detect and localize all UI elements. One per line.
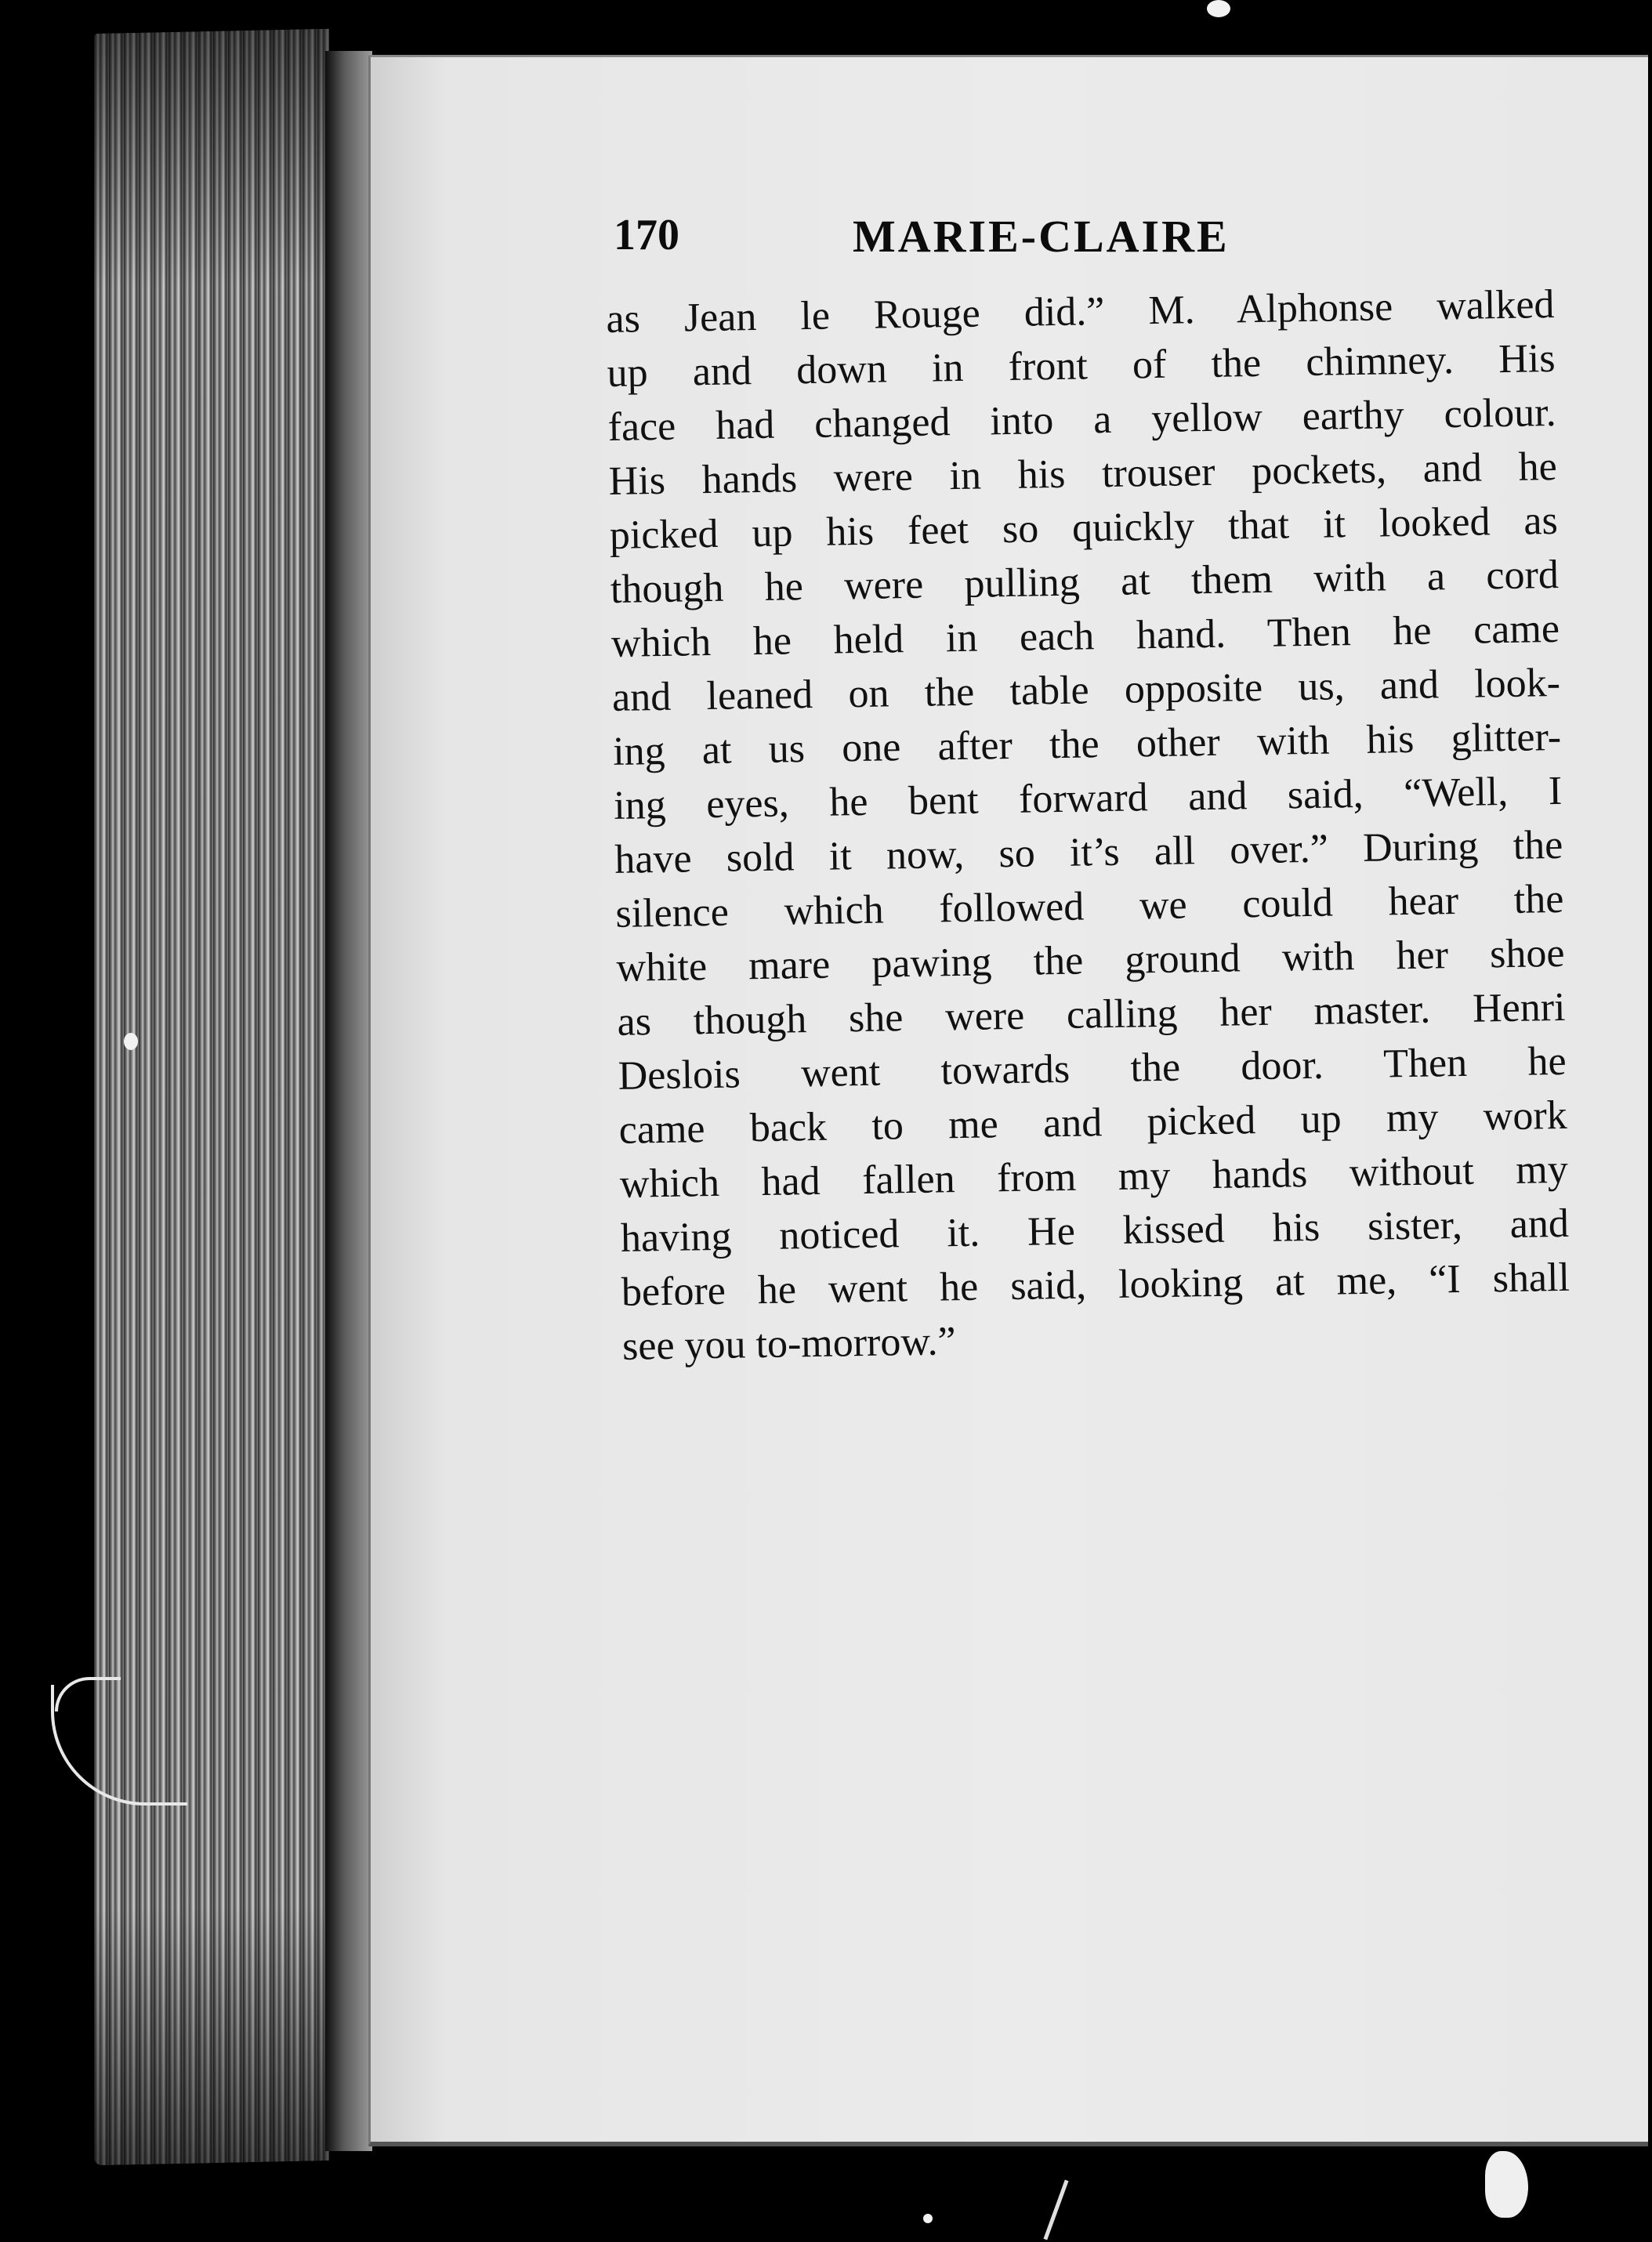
- text-line: white mare pawing the ground with her shoe: [616, 930, 1565, 991]
- scan-speck: [923, 2214, 933, 2223]
- page-gutter-shadow: [325, 51, 372, 2151]
- text-line: though he were pulling at them with a cord: [610, 552, 1560, 612]
- text-line: which he held in each hand. Then he came: [610, 606, 1560, 666]
- text-line: which had fallen from my hands without my: [619, 1146, 1569, 1207]
- text-line: His hands were in his trouser pockets, and he: [608, 444, 1558, 504]
- text-line: before he went he said, looking at me, “I shall: [621, 1255, 1570, 1315]
- scan-artifact-curl: [51, 1685, 187, 1806]
- text-line: have sold it now, so it’s all over.” During the: [614, 822, 1563, 882]
- text-line: silence which followed we could hear the: [615, 876, 1564, 936]
- scan-artifact-blob: [1485, 2151, 1528, 2218]
- text-line: Deslois went towards the door. Then he: [618, 1038, 1567, 1099]
- text-line: see you to-morrow.”: [621, 1319, 957, 1369]
- running-title: MARIE-CLAIRE: [853, 211, 1230, 262]
- book-page: [368, 55, 1648, 2146]
- body-text: [606, 277, 1571, 1374]
- text-line: came back to me and picked up my work: [618, 1092, 1568, 1153]
- text-line: ing eyes, he bent forward and said, “Well, I: [613, 768, 1563, 828]
- scan-speck: [124, 1033, 138, 1050]
- text-line: ing at us one after the other with his glitter-: [612, 714, 1562, 774]
- text-line: face had changed into a yellow earthy colour.: [607, 389, 1557, 450]
- text-line: as Jean le Rouge did.” M. Alphonse walked: [606, 281, 1555, 342]
- page-header: [614, 210, 1570, 273]
- book-page-edges: [94, 29, 329, 2165]
- text-line: having noticed it. He kissed his sister, and: [620, 1201, 1570, 1261]
- text-line: as though she were calling her master. Henri: [617, 984, 1566, 1045]
- scan-artifact-scratch: [1043, 2180, 1068, 2240]
- text-line: and leaned on the table opposite us, and look-: [611, 660, 1561, 720]
- text-line: up and down in front of the chimney. His: [607, 335, 1556, 396]
- scan-speck: [1207, 0, 1230, 17]
- page-number: 170: [614, 211, 679, 259]
- text-line: picked up his feet so quickly that it looked as: [609, 498, 1559, 558]
